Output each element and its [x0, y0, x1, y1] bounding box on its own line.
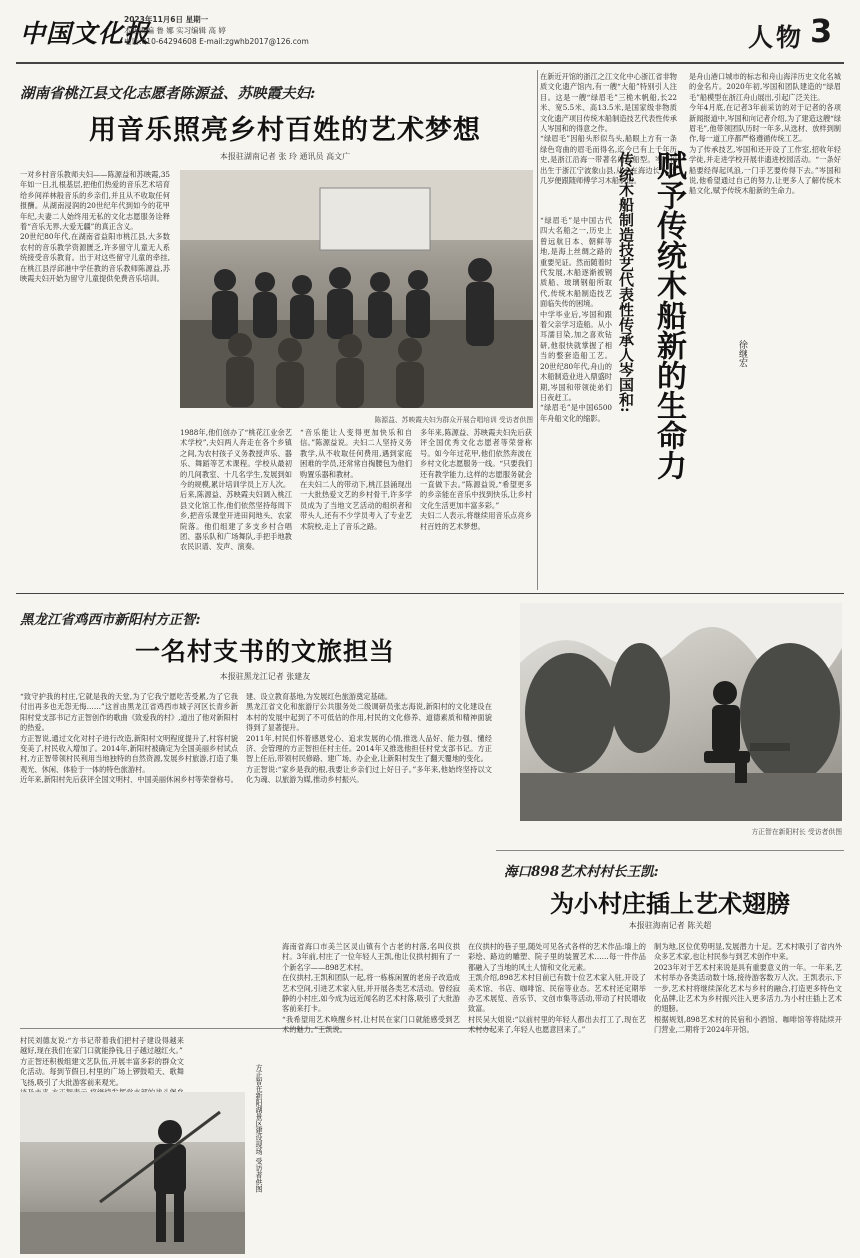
article1-photo	[180, 170, 533, 408]
article4-kicker: 海口898艺术村村长王凯:	[504, 864, 659, 880]
article4-caption: 方正智在新阳湖景区建设现场 受访者供图	[255, 1064, 263, 1193]
article1-col1: 一对乡村音乐教师夫妇——陈源益和苏映霞,35年如一日,扎根基层,把他们热爱的音乐艺术培育给乡间祥林般音乐的乡亲们,并且从不收取任何报酬。从湖南浸润的20世纪年代到如今的花甲年纪,夫妻二人始终用无私的文化志愿服务诠释着“音乐无界,大爱无疆”的真正含义。 20世纪80年代,在湖南省益阳市桃江县,大多数农村的音乐教学资源匮乏,许多留守儿童无人系统接受音乐教育。出于对这些留守儿童的牵挂,在桃江县浮邱港中学任教的音乐教师陈源益,苏映霞夫妇开始为留守儿童提供免费音乐培训。	[20, 170, 170, 284]
article4-col1: 海南省海口市美兰区灵山镇有个古老的村落,名叫仪拱村。3年前,村庄了一位年轻人王凯,他让仪拱村拥有了一个新名字——898艺术村。 在仪拱村,王凯和团队一起,将一栋栋闲置的老房子改造成艺术空间,引进艺术家入驻,并开展各类艺术活动。曾经寂静的小村庄,如今成为远近闻名的艺术村落,吸引了大批游客前来打卡。 “我希望用艺术唤醒乡村,让村民在家门口就能感受到艺术的魅力。”王凯说。	[282, 942, 460, 1035]
article2-subtitle: 传统木船制造技艺代表性传承人岑国和:	[617, 152, 635, 413]
column-divider	[537, 70, 538, 590]
article1-title: 用音乐照亮乡村百姓的艺术梦想	[89, 115, 481, 146]
contact-info: 电话:010-64294608 E-mail:zgwhb2017@126.com	[124, 37, 309, 46]
article1-kicker: 湖南省桃江县文化志愿者陈源益、苏映霞夫妇:	[20, 85, 316, 102]
article3-title: 一名村支书的文旅担当	[134, 637, 395, 666]
section-rule-3	[496, 850, 844, 851]
masthead-rule	[16, 62, 844, 64]
article2-title: 赋予传统木船新的生命力	[651, 150, 686, 480]
article3-kicker: 黑龙江省鸡西市新阳村方正智:	[20, 612, 201, 628]
article1-col4: 多年来,陈源益、苏映霞夫妇先后获评全国优秀文化志愿者等荣誉称号。如今年过花甲,他们依然奔波在乡村文化志愿服务一线。“只要我们还有教学能力,这样的志愿服务就会一直做下去。”陈源益说,“希望更多的乡亲能在音乐中找到快乐,让乡村文化生活更加丰富多彩。” 夫妇二人表示,将继续用音乐点亮乡村百姓的艺术梦想。	[420, 428, 532, 531]
article2-col2: “绿眉毛”是中国古代四大名船之一,历史上曾远航日本、朝鲜等地,是海上丝绸之路的重要见证。然而随着时代发展,木船逐渐被钢质船、玻璃钢船所取代,传统木船制造技艺面临失传的困境。 中学毕业后,岑国和跟着父亲学习造船。从小耳濡目染,加之喜欢钻研,他很快就掌握了相当的整套造船工艺。20世纪80年代,舟山的木船制造业进入鼎盛时期,岑国和带领徒弟们日夜赶工。 “绿眉毛”是中国6500年舟船文化的缩影。	[540, 216, 612, 423]
article3-caption: 方正智在新阳村长 受访者供图	[751, 828, 842, 836]
article4-col3: 制为地,区位优势明显,发展潜力十足。艺术村吸引了省内外众多艺术家,也让村民参与到艺术创作中来。 2023年对于艺术村来说是具有重要意义的一年。一年来,艺术村举办各类活动数十场,接待游客数万人次。王凯表示,下一步,艺术村将继续深化艺术与乡村的融合,打造更多特色文化品牌,让艺术为乡村振兴注入更多活力,为小村庄插上艺术的翅膀。 根据规划,898艺术村的民宿和小酒馆、咖啡馆等将陆续开门营业,二期将于2024年开馆。	[654, 942, 842, 1035]
article1-byline: 本报驻湖南记者 张 玲 通讯员 高文广	[219, 152, 351, 161]
article1-col2: 1988年,他们创办了“桃花江业余艺术学校”,夫妇两人奔走在各个乡镇之间,为农村孩子义务教授声乐、器乐、舞蹈等艺术课程。学校从最初的几间教室、十几名学生,发展到如今的规模,累计培训学员上万人次。 后来,陈源益、苏映霞夫妇调入桃江县文化馆工作,他们依然坚持每周下乡,把音乐课堂开进田间地头、农家院落。他们组建了多支乡村合唱团、器乐队和广场舞队,手把手地教农民识谱、发声、演奏。	[180, 428, 292, 552]
article3-col2: 建、设立教育基地,为发展红色旅游奠定基础。 黑龙江省文化和旅游厅公共服务处二级调研员张志海说,新阳村的文化建设在本村的发展中起到了不可低估的作用,村民的文化修养、道德素质和精神面貌得到了显著提升。 2011年,村民们怀着感恩党心、追求发展的心情,推选人品好、能力强、懂经济、会管理的方正智担任村主任。2014年又推选他担任村党支部书记。方正智上任后,带领村民修路、建广场、办企业,让新阳村发生了翻天覆地的变化。 方正智说:“家乡是我的根,我要让乡亲们过上好日子。”多年来,他始终坚持以文化为魂、以旅游为媒,推动乡村振兴。	[246, 692, 492, 785]
section-title: 人物	[748, 23, 805, 52]
article3-photo	[520, 603, 842, 821]
section-rule-1	[16, 593, 844, 594]
article4-byline: 本报驻海南记者 陈关超	[628, 921, 712, 930]
article3-byline: 本报驻黑龙江记者 张建友	[219, 672, 311, 681]
article4-photo	[20, 1092, 245, 1254]
article3-col3: 村民刘德友说:“方书记带着我们把村子建设得越来越好,现在我们在家门口就能挣钱,日子越过越红火。” 方正智还积极组建文艺队伍,开展丰富多彩的群众文化活动。每到节假日,村里的广场上锣鼓喧天、歌舞飞扬,吸引了大批游客前来观光。	[20, 1036, 184, 1087]
article2-col3: 是舟山港口城市的标志和舟山海洋历史文化名城的金名片。2020年初,岑国和团队建造的“绿眉毛”船模型在浙江舟山展出,引起广泛关注。 今年4月底,在记者3年前采访的对于记者的各项新闻报道中,岑国和向记者介绍,为了建造这艘“绿眉毛”,他带领团队历时一年多,从选材、放样到制作,每一道工序都严格遵循传统工艺。 为了传承技艺,岑国和还开设了工作室,招收年轻学徒,并走进学校开展非遗进校园活动。“一条好船要经得起风浪,一门手艺要传得下去。”岑国和说,他希望通过自己的努力,让更多人了解传统木船文化,赋予传统木船新的生命力。	[689, 72, 841, 196]
page-number: 3	[810, 12, 833, 50]
editor-credit: 本版责编 鲁 娜 实习编辑 高 婷	[124, 26, 226, 35]
article3-col1: “致守护我的村庄,它就是我的天堂,为了它我宁愿吃苦受累,为了它我付出再多也无怨无悔……”这首由黑龙江省鸡西市城子河区长青乡新阳村党支部书记方正智创作的歌曲《致爱我的村》,道出了他对新阳村的热爱。 方正智说,通过文化对村子进行改造,新阳村文明程度提升了,村容村貌变美了,村民收入增加了。2014年,新阳村被确定为全国美丽乡村试点村,方正智带领村民利用当地独特的自然资源,发展乡村旅游,打造了集观光、休闲、体验于一体的特色旅游村。 近年来,新阳村先后获评全国文明村、中国美丽休闲乡村等荣誉称号。	[20, 692, 238, 785]
newspaper-logo: 中国文化报	[20, 19, 151, 48]
masthead-meta	[124, 14, 309, 47]
article4-title: 为小村庄插上艺术翅膀	[550, 889, 790, 918]
article2-author: 徐继宏	[737, 340, 747, 367]
issue-date: 2023年11月6日 星期一	[124, 15, 209, 24]
article1-caption: 陈源益、苏映霞夫妇为群众开展合唱培训 受访者供图	[374, 416, 533, 424]
article2-col1: 在新近开馆的浙江之江文化中心浙江省非物质文化遗产馆内,有一艘“大船”特别引人注目。这是一艘“绿眉毛”三桅木帆船,长22米、宽5.5米、高13.5米,是国家级非物质文化遗产项目传统木船制造技艺代表性传承人岑国和的得意之作。 “绿眉毛”因船头形似鸟头,船眼上方有一条绿色弯曲的眉毛而得名,迄今已有上千年历史,是浙江沿海一带著名的古船型。岑国和出生于浙江宁波象山县,从小在海边长大,十几岁便跟随师傅学习木船制造。	[540, 72, 677, 186]
article1-col3: “音乐能让人变得更加快乐和自信。”陈源益说。夫妇二人坚持义务教学,从不收取任何费用,遇到家庭困难的学员,还常常自掏腰包为他们购置乐器和教材。 在夫妇二人的带动下,桃江县涌现出一大批热爱文艺的乡村骨干,许多学员成为了当地文艺活动的组织者和带头人,还有不少学员考入了专业艺术院校,走上了音乐之路。	[300, 428, 412, 531]
article4-col2: 在仪拱村的巷子里,随处可见各式各样的艺术作品:墙上的彩绘、路边的雕塑、院子里的装置艺术……每一件作品都融入了当地的风土人情和文化元素。 王凯介绍,898艺术村目前已有数十位艺术家入驻,开设了美术馆、书店、咖啡馆、民宿等业态。艺术村还定期举办艺术展览、音乐节、文创市集等活动,带动了村民增收致富。 村民吴大姐说:“以前村里的年轻人都出去打工了,现在艺术村办起来了,年轻人也愿意回来了。”	[468, 942, 646, 1035]
